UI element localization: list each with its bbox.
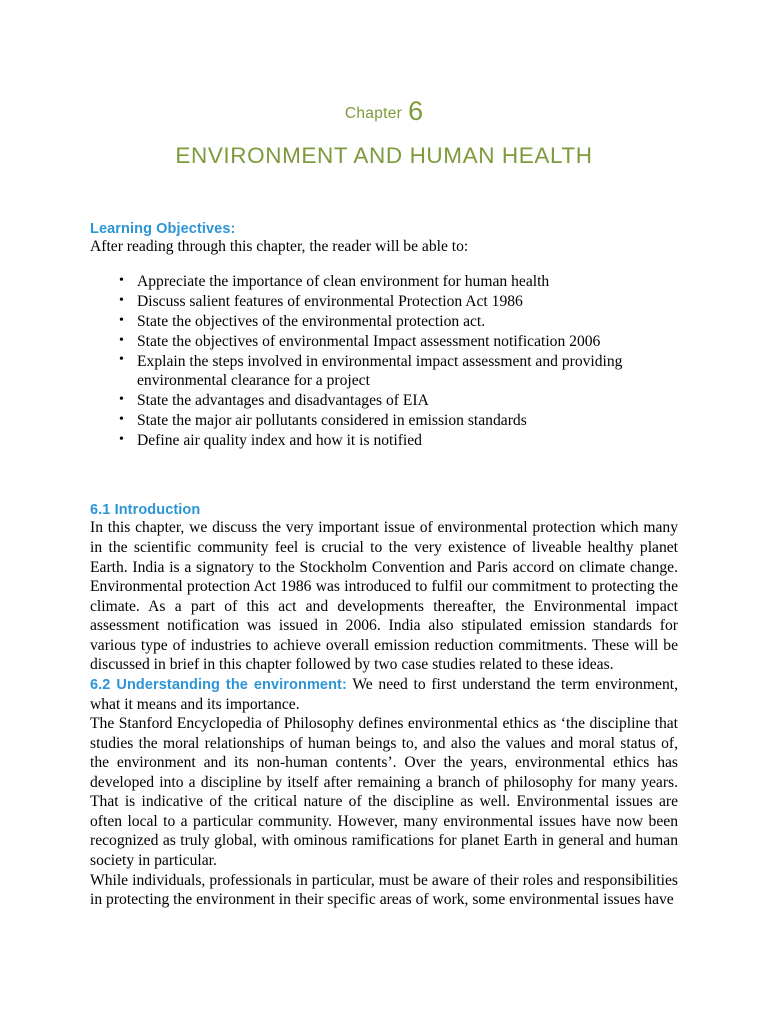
section-6-2-heading-continuation: We need to first understand the term environment, what it means and its importance. bbox=[90, 675, 678, 713]
learning-objectives-list bbox=[90, 272, 678, 450]
list-item: • State the objectives of the environmental protection act. bbox=[90, 312, 678, 331]
list-item: • State the major air pollutants considered in emission standards bbox=[90, 411, 678, 430]
section-6-2-paragraph-1: The Stanford Encyclopedia of Philosophy defines environmental ethics as ‘the discipline that studies the moral relationships of human beings to, and also the values and moral status of, the environment and its non-human contents’. Over the years, environmental ethics has developed into a discipline by itself after remaining a branch of philosophy for many years. That is indicative of the critical nature of the discipline as well. Environmental issues are often local to a particular community. However, many environmental issues have now been recognized as truly global, with ominous ramifications for planet Earth in general and human society in particular. bbox=[90, 715, 678, 870]
list-item: • Explain the steps involved in environmental impact assessment and providing environmental clearance for a project bbox=[90, 352, 678, 391]
list-item: • Discuss salient features of environmental Protection Act 1986 bbox=[90, 292, 678, 311]
learning-objectives-heading: Learning Objectives: bbox=[90, 220, 236, 237]
learning-objectives-intro: After reading through this chapter, the reader will be able to: bbox=[90, 237, 469, 255]
section-heading-6-1: 6.1 Introduction bbox=[90, 502, 201, 519]
page-content bbox=[90, 0, 678, 910]
list-item: • State the advantages and disadvantages of EIA bbox=[90, 391, 678, 410]
chapter-label-line bbox=[90, 96, 678, 126]
section-6-2-heading-paragraph bbox=[90, 675, 678, 714]
list-item: • Define air quality index and how it is notified bbox=[90, 431, 678, 450]
section-6-2-paragraph-2: While individuals, professionals in particular, must be aware of their roles and responsibilities in protecting the environment in their specific areas of work, some environmental issues have bbox=[90, 871, 678, 909]
chapter-label: Chapter bbox=[344, 105, 403, 122]
section-heading-6-2: 6.2 Understanding the environment: bbox=[90, 676, 347, 693]
section-6-1-paragraph: In this chapter, we discuss the very important issue of environmental protection which many in the scientific community feel is crucial to the very existence of liveable healthy planet Earth. India is a signatory to the Stockholm Convention and Paris accord on climate change. Environmental protection Act 1986 was introduced to fulfil our commitment to protecting the climate. As a part of this act and developments thereafter, the Environmental impact assessment notification was issued in 2006. India also stipulated emission standards for various type of industries to achieve overall emission reduction commitments. These will be discussed in brief in this chapter followed by two case studies related to these ideas. bbox=[90, 519, 678, 674]
chapter-number: 6 bbox=[408, 96, 424, 126]
chapter-title: ENVIRONMENT AND HUMAN HEALTH bbox=[175, 143, 593, 168]
list-item: • Appreciate the importance of clean environment for human health bbox=[90, 272, 678, 291]
list-item: • State the objectives of environmental Impact assessment notification 2006 bbox=[90, 332, 678, 351]
